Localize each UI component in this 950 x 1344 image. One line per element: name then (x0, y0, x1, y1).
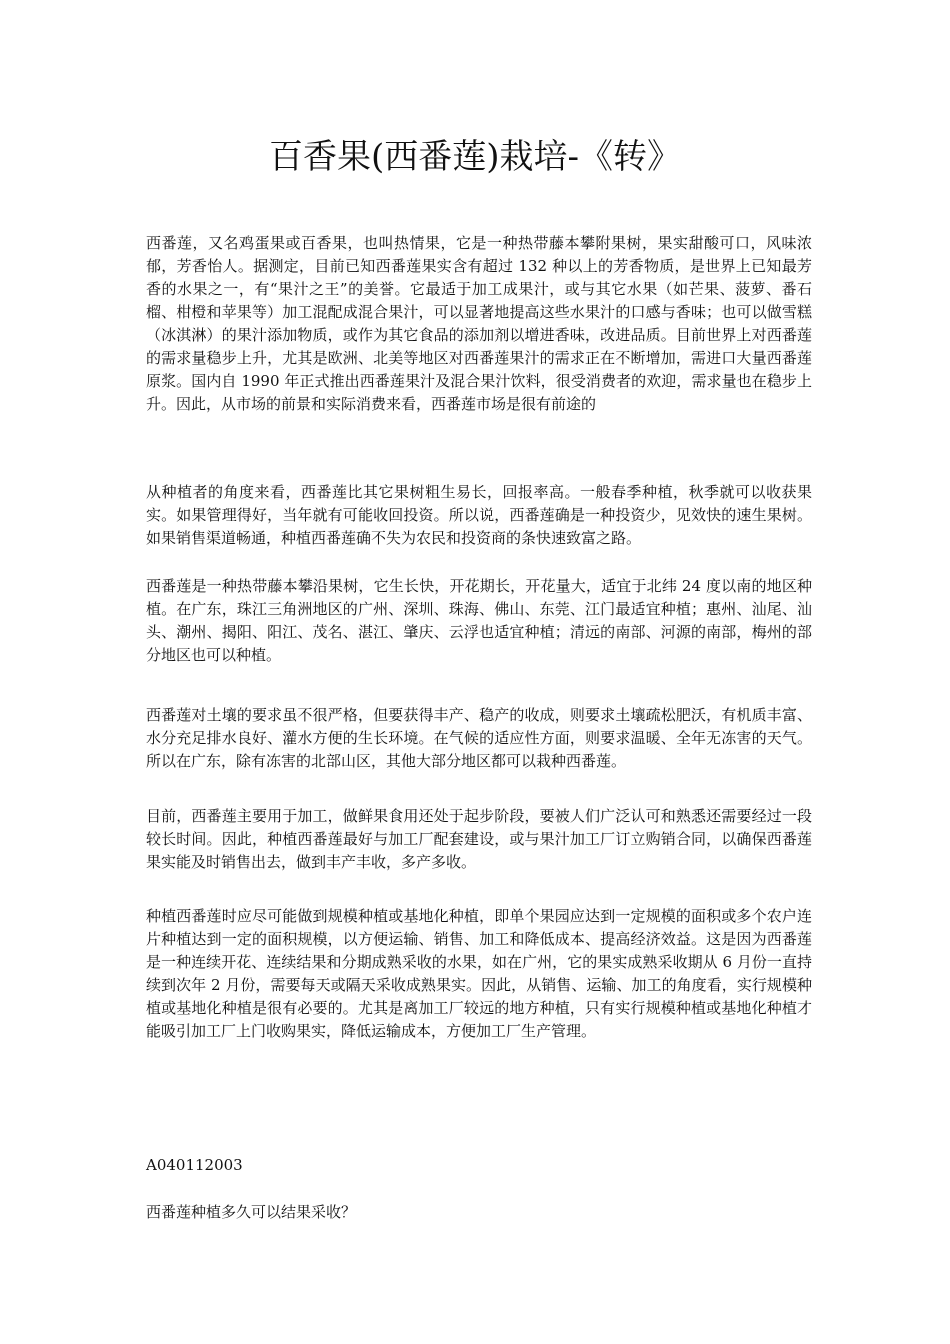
paragraph-intro: 西番莲，又名鸡蛋果或百香果，也叫热情果，它是一种热带藤本攀附果树，果实甜酸可口，风味浓郁，芳香怡人。据测定，目前已知西番莲果实含有超过 132 种以上的芳香物质，是世界上已知最芳香的水果之一，有“果汁之王”的美誉。它最适于加工成果汁，或与其它水果（如芒果、菠萝、番石榴、柑橙和苹果等）加工混配成混合果汁，可以显著地提高这些水果汁的口感与香味；也可以做雪糕（冰淇淋）的果汁添加物质，或作为其它食品的添加剂以增进香味，改进品质。目前世界上对西番莲的需求量稳步上升，尤其是欧洲、北美等地区对西番莲果汁的需求正在不断增加，需进口大量西番莲原浆。国内自 1990 年正式推出西番莲果汁及混合果汁饮料，很受消费者的欢迎，需求量也在稳步上升。因此，从市场的前景和实际消费来看，西番莲市场是很有前途的 (146, 234, 812, 413)
paragraph-planting-regions: 西番莲是一种热带藤本攀沿果树，它生长快，开花期长，开花量大，适宜于北纬 24 度以南的地区种植。在广东，珠江三角洲地区的广州、深圳、珠海、佛山、东莞、江门最适宜种植；惠州、汕尾、汕头、潮州、揭阳、阳江、茂名、湛江、肇庆、云浮也适宜种植；清远的南部、河源的南部，梅州的部分地区也可以种植。 (146, 577, 812, 664)
page-title: 百香果(西番莲)栽培-《转》 (268, 137, 682, 177)
paragraph-soil-climate: 西番莲对土壤的要求虽不很严格，但要获得丰产、稳产的收成，则要求土壤疏松肥沃，有机质丰富、水分充足排水良好、灌水方便的生长环境。在气候的适应性方面，则要求温暖、全年无冻害的天气。所以在广东，除有冻害的北部山区，其他大部分地区都可以栽种西番莲。 (146, 706, 812, 770)
paragraph-scale-planting: 种植西番莲时应尽可能做到规模种植或基地化种植，即单个果园应达到一定规模的面积或多个农户连片种植达到一定的面积规模，以方便运输、销售、加工和降低成本、提高经济效益。这是因为西番莲是一种连续开花、连续结果和分期成熟采收的水果，如在广州，它的果实成熟采收期从 6 月份一直持续到次年 2 月份，需要每天或隔天采收成熟果实。因此，从销售、运输、加工的角度看，实行规模种植或基地化种植是很有必要的。尤其是离加工厂较远的地方种植，只有实行规模种植或基地化种植才能吸引加工厂上门收购果实，降低运输成本，方便加工厂生产管理。 (146, 907, 812, 1040)
paragraph-grower-perspective: 从种植者的角度来看，西番莲比其它果树粗生易长，回报率高。一般春季种植，秋季就可以收获果实。如果管理得好，当年就有可能收回投资。所以说，西番莲确是一种投资少，见效快的速生果树。如果销售渠道畅通，种植西番莲确不失为农民和投资商的条快速致富之路。 (146, 483, 812, 547)
question-text: 西番莲种植多久可以结果采收？ (146, 1203, 357, 1221)
paragraph-processing: 目前，西番莲主要用于加工，做鲜果食用还处于起步阶段，要被人们广泛认可和熟悉还需要经过一段较长时间。因此，种植西番莲最好与加工厂配套建设，或与果汁加工厂订立购销合同，以确保西番莲果实能及时销售出去，做到丰产丰收，多产多收。 (146, 807, 812, 871)
document-code: A040112003 (146, 1156, 243, 1174)
